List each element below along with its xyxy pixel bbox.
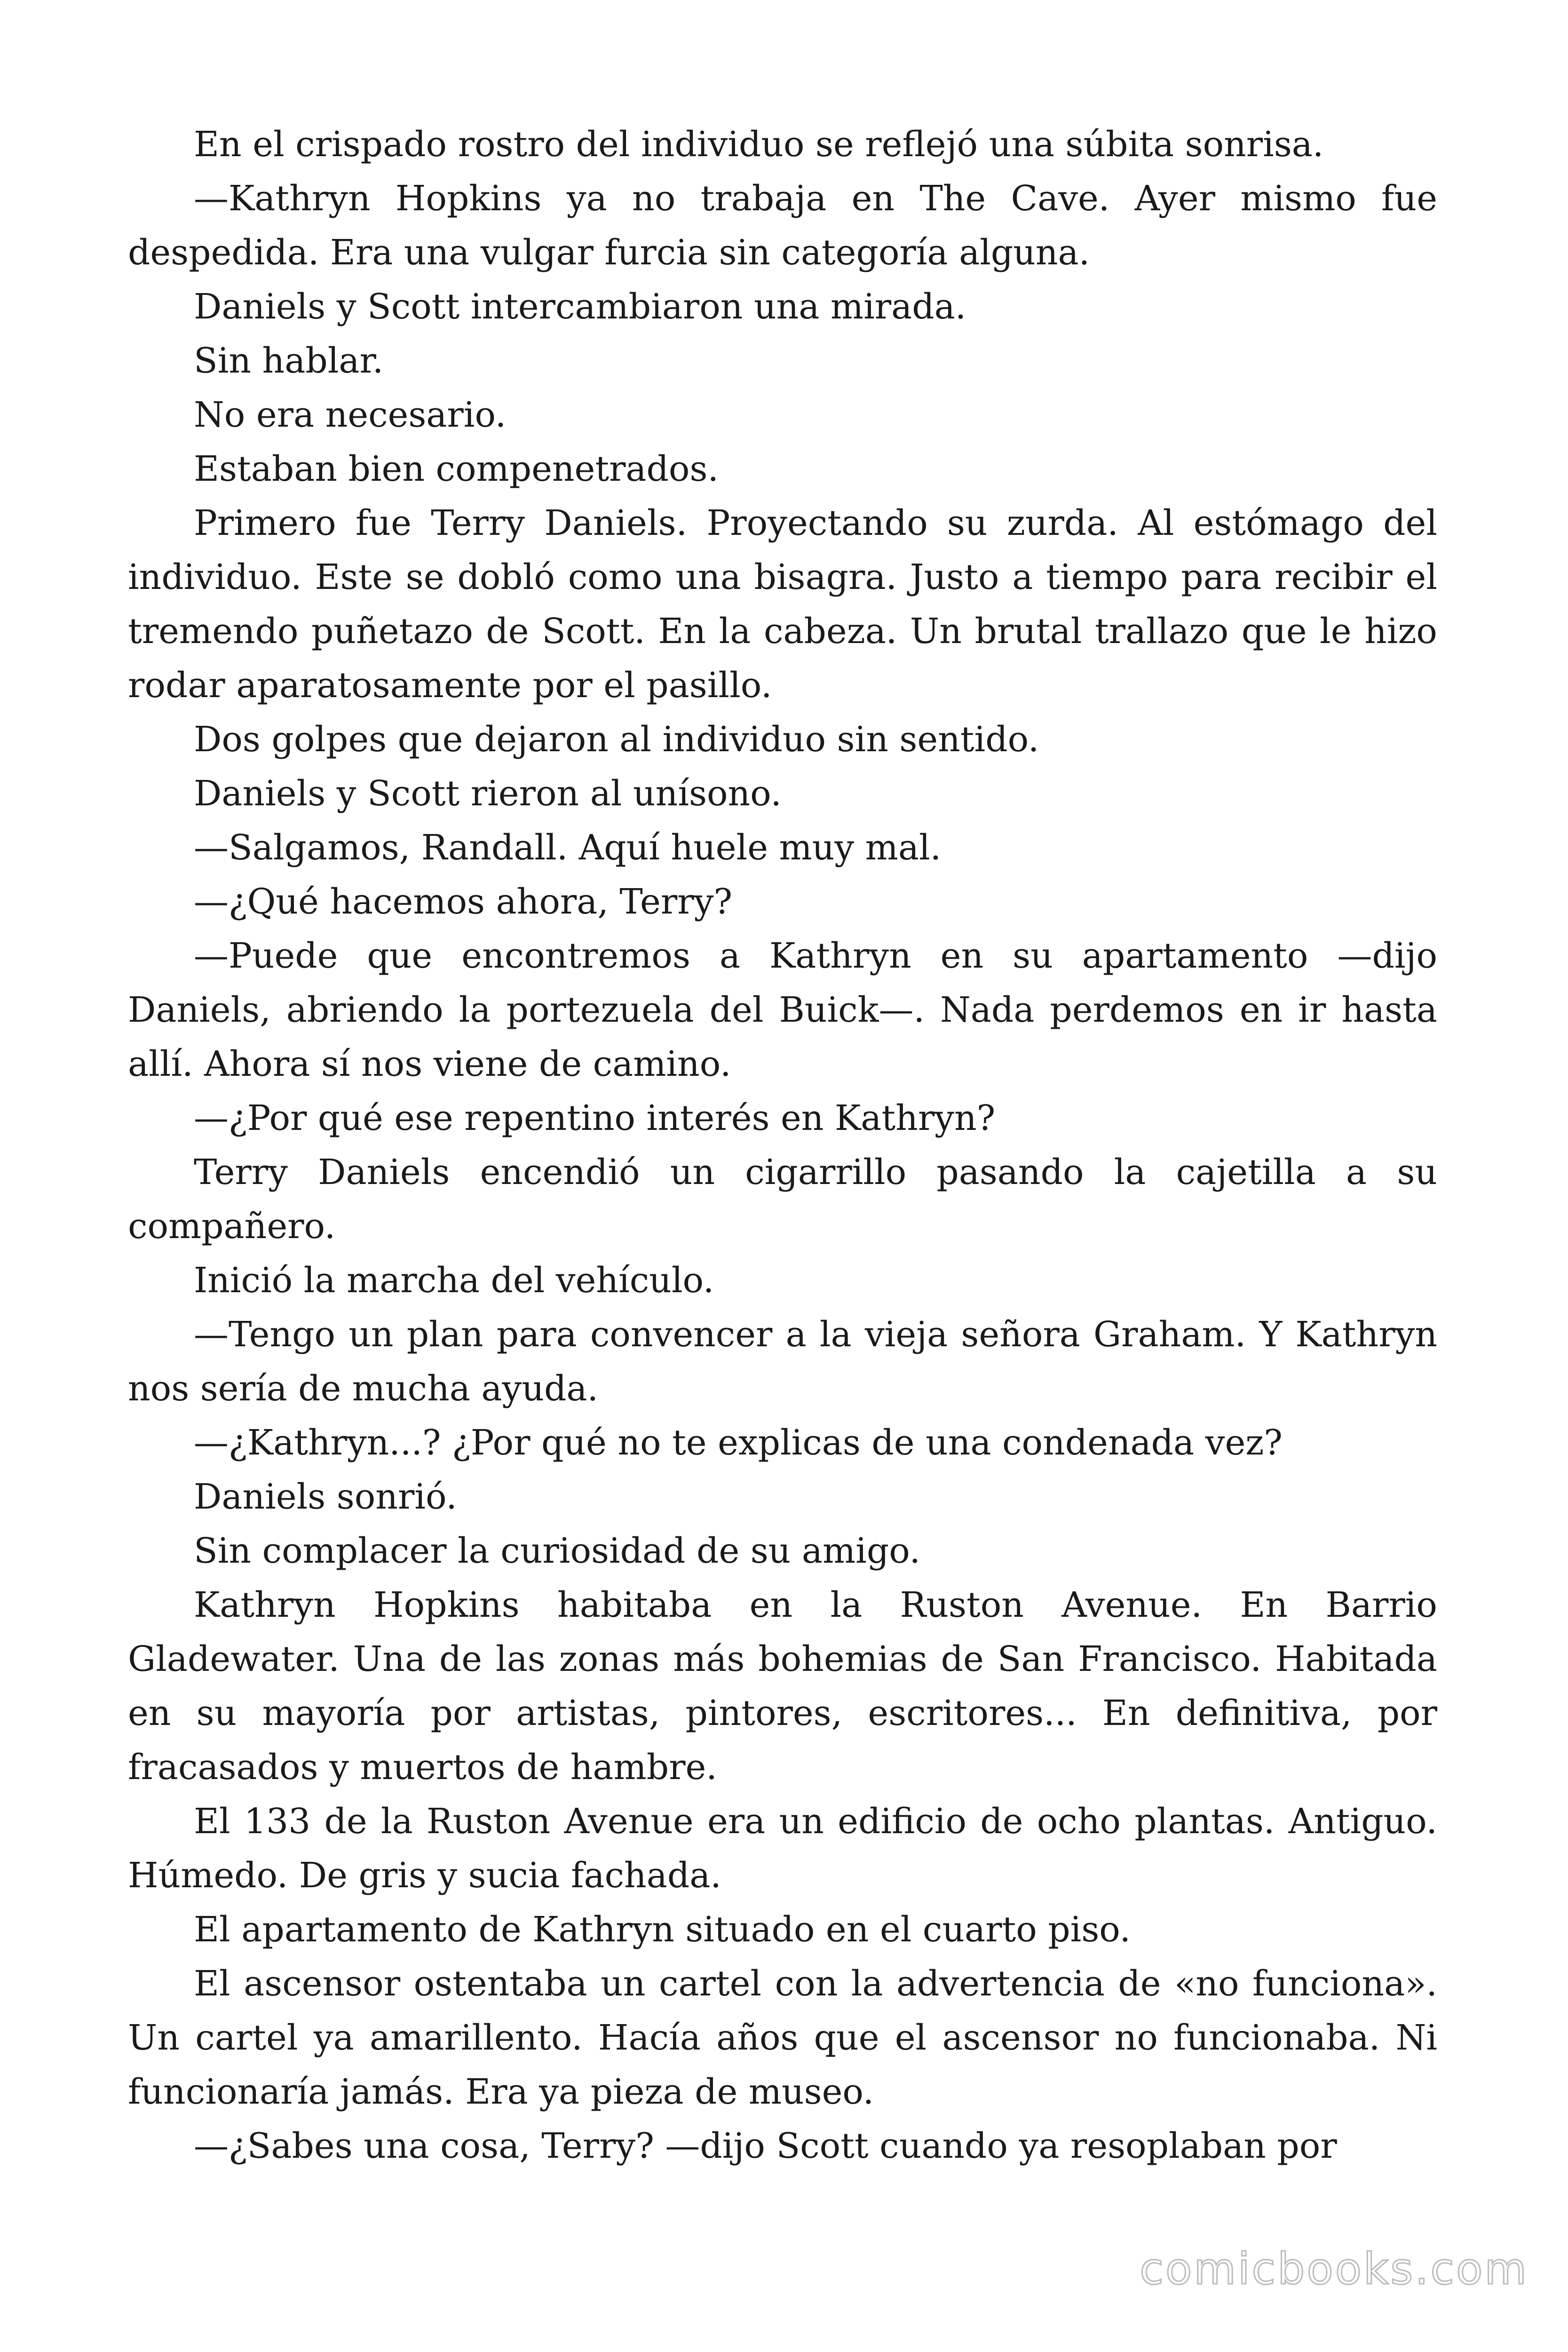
- paragraph: Dos golpes que dejaron al individuo sin sentido.: [194, 719, 1039, 760]
- paragraph: —¿Sabes una cosa, Terry? —dijo Scott cuando ya resoplaban por: [194, 2126, 1337, 2166]
- paragraph: —¿Por qué ese repentino interés en Kathryn?: [194, 1098, 996, 1138]
- paragraph: Terry Daniels encendió un cigarrillo pasando la cajetilla a su compañero.: [128, 1152, 1437, 1247]
- paragraph: —Salgamos, Randall. Aquí huele muy mal.: [194, 827, 942, 868]
- paragraph: —¿Qué hacemos ahora, Terry?: [194, 882, 733, 922]
- paragraph: Daniels y Scott rieron al unísono.: [194, 773, 782, 814]
- paragraph: —Puede que encontremos a Kathryn en su apartamento —dijo Daniels, abriendo la portezuela del Buick—. Nada perdemos en ir hasta allí. Ahora sí nos viene de camino.: [128, 936, 1437, 1084]
- paragraph: El 133 de la Ruston Avenue era un edificio de ocho plantas. Antiguo. Húmedo. De gris y sucia fachada.: [128, 1801, 1437, 1896]
- paragraph: Kathryn Hopkins habitaba en la Ruston Avenue. En Barrio Gladewater. Una de las zonas más bohemias de San Francisco. Habitada en su mayoría por artistas, pintores, escritores... En definitiva, por fracasados y muertos de hambre.: [128, 1585, 1437, 1788]
- paragraph: En el crispado rostro del individuo se reflejó una súbita sonrisa.: [194, 124, 1324, 165]
- paragraph: Sin hablar.: [194, 341, 384, 381]
- page-body: [128, 118, 1437, 2173]
- paragraph: No era necesario.: [194, 395, 507, 435]
- paragraph: El ascensor ostentaba un cartel con la advertencia de «no funciona». Un cartel ya amarillento. Hacía años que el ascensor no funcionaba. Ni funcionaría jamás. Era ya pieza de museo.: [128, 1963, 1437, 2112]
- paragraph: —¿Kathryn...? ¿Por qué no te explicas de una condenada vez?: [194, 1422, 1283, 1463]
- paragraph: —Tengo un plan para convencer a la vieja señora Graham. Y Kathryn nos sería de mucha ayuda.: [128, 1314, 1437, 1409]
- paragraph: Daniels sonrió.: [194, 1477, 457, 1517]
- paragraph: El apartamento de Kathryn situado en el cuarto piso.: [194, 1909, 1131, 1950]
- paragraph: Primero fue Terry Daniels. Proyectando su zurda. Al estómago del individuo. Este se dobló como una bisagra. Justo a tiempo para recibir el tremendo puñetazo de Scott. En la cabeza. Un brutal trallazo que le hizo rodar aparatosamente por el pasillo.: [128, 503, 1437, 706]
- paragraph: Estaban bien compenetrados.: [194, 449, 719, 489]
- paragraph: Inició la marcha del vehículo.: [194, 1260, 714, 1301]
- paragraph: Daniels y Scott intercambiaron una mirada.: [194, 286, 966, 327]
- paragraph: Sin complacer la curiosidad de su amigo.: [194, 1531, 920, 1571]
- watermark: comicbooks.com: [1140, 2244, 1528, 2294]
- paragraph: —Kathryn Hopkins ya no trabaja en The Cave. Ayer mismo fue despedida. Era una vulgar furcia sin categoría alguna.: [128, 178, 1437, 273]
